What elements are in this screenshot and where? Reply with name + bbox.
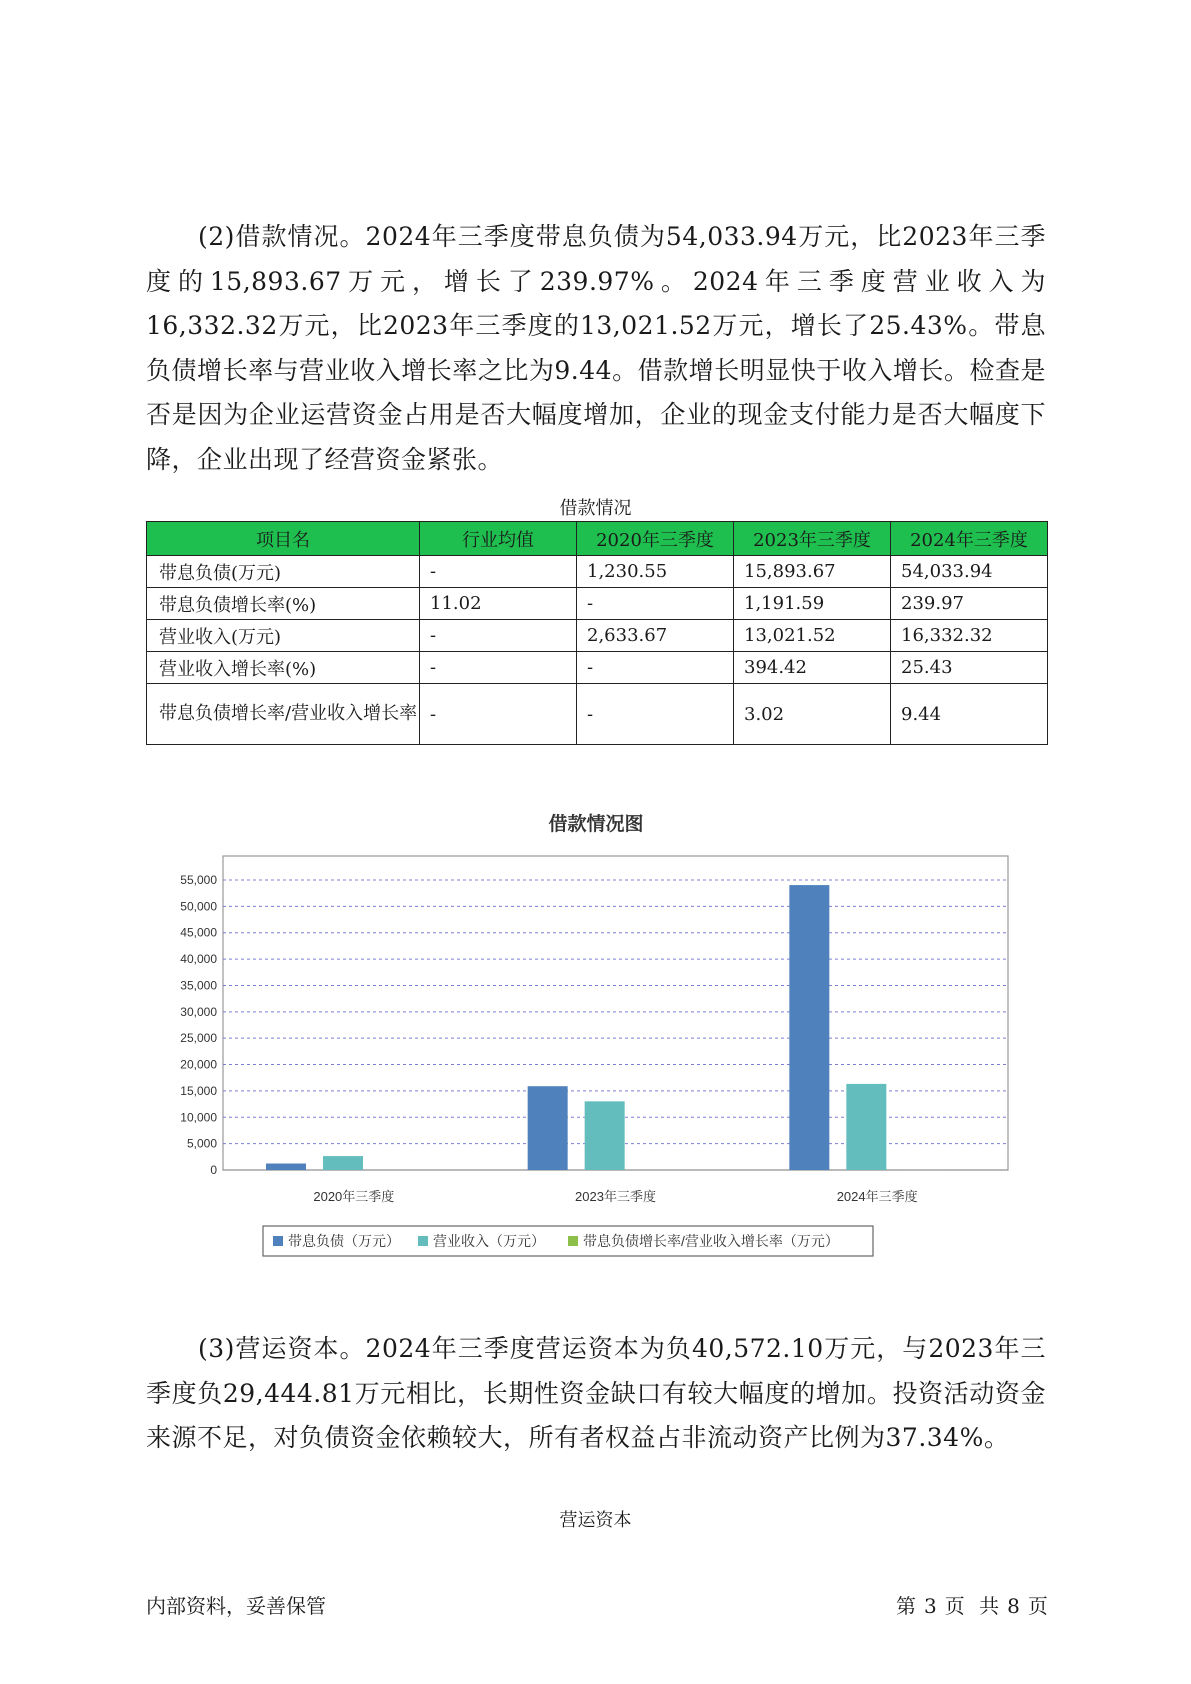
table-row: [147, 620, 1048, 652]
legend-label: 带息负债增长率/营业收入增长率（万元）: [583, 1233, 839, 1249]
x-axis-ticks: [313, 1189, 917, 1204]
table-cell: -: [420, 620, 577, 652]
table-cell: 13,021.52: [734, 620, 891, 652]
table-header-cell: 行业均值: [420, 522, 577, 556]
table-cell: 带息负债增长率(%): [147, 588, 420, 620]
y-axis-ticks: [180, 873, 217, 1177]
x-tick-label: 2023年三季度: [575, 1189, 656, 1204]
y-tick-label: 5,000: [186, 1136, 217, 1151]
table-row: [147, 588, 1048, 620]
table-cell: 9.44: [891, 684, 1048, 745]
legend-swatch: [273, 1236, 283, 1246]
y-tick-label: 50,000: [180, 899, 217, 914]
table-row: [147, 556, 1048, 588]
working-capital-caption: 营运资本: [559, 1510, 632, 1531]
table-cell: 2,633.67: [577, 620, 734, 652]
legend-label: 营业收入（万元）: [433, 1233, 545, 1249]
chart-title: 借款情况图: [548, 814, 644, 835]
legend-swatch: [568, 1236, 578, 1246]
y-tick-label: 0: [210, 1163, 217, 1177]
bar: [266, 1164, 306, 1170]
bar: [789, 885, 829, 1170]
y-tick-label: 40,000: [180, 952, 217, 967]
page-mid: 页: [944, 1594, 965, 1618]
y-tick-label: 30,000: [180, 1004, 217, 1019]
x-tick-label: 2020年三季度: [313, 1189, 395, 1204]
loan-bar-chart: [146, 800, 1046, 1270]
table-cell: 54,033.94: [891, 556, 1048, 588]
section2-paragraph: (2)借款情况。2024年三季度带息负债为54,033.94万元，比2023年三季度的15,893.67万元，增长了239.97%。2024年三季度营业收入为16,332.32万元，比2023年三季度的13,021.52万元，增长了25.43%。带息负债增长率与营业收入增长率之比为9.44。借款增长明显快于收入增长。检查是否是因为企业运营资金占用是否大幅度增加，企业的现金支付能力是否大幅度下降，企业出现了经营资金紧张。: [146, 222, 1046, 474]
table-cell: 营业收入(万元): [147, 620, 420, 652]
table-row: [147, 684, 1048, 745]
table-cell: -: [420, 652, 577, 684]
page-total: 8: [1007, 1594, 1020, 1618]
table-header-cell: 2023年三季度: [734, 522, 891, 556]
legend-label: 带息负债（万元）: [288, 1233, 400, 1249]
table-cell: -: [577, 652, 734, 684]
y-tick-label: 45,000: [180, 925, 217, 940]
table-cell: 带息负债增长率/营业收入增长率: [147, 684, 420, 745]
bar: [323, 1156, 363, 1170]
y-tick-label: 10,000: [180, 1110, 217, 1125]
y-tick-label: 15,000: [180, 1083, 217, 1098]
y-tick-label: 25,000: [180, 1031, 217, 1046]
total-prefix: 共: [979, 1594, 1000, 1618]
y-tick-label: 20,000: [180, 1057, 217, 1072]
table-cell: 11.02: [420, 588, 577, 620]
page-number: [892, 1590, 1052, 1619]
page-prefix: 第: [896, 1594, 916, 1618]
table-cell: -: [420, 556, 577, 588]
table-header-cell: 项目名: [147, 522, 420, 556]
table-cell: 1,191.59: [734, 588, 891, 620]
total-suffix: 页: [1027, 1594, 1048, 1618]
table-cell: 16,332.32: [891, 620, 1048, 652]
table-cell: 25.43: [891, 652, 1048, 684]
table-header-row: [147, 522, 1048, 556]
table-cell: -: [420, 684, 577, 745]
table-cell: 带息负债(万元): [147, 556, 420, 588]
y-tick-label: 55,000: [180, 873, 217, 887]
table-header-cell: 2020年三季度: [577, 522, 734, 556]
table-cell: -: [577, 684, 734, 745]
x-tick-label: 2024年三季度: [836, 1189, 918, 1204]
bar: [528, 1086, 568, 1170]
table-header-cell: 2024年三季度: [891, 522, 1048, 556]
legend-swatch: [418, 1236, 428, 1246]
table-cell: 394.42: [734, 652, 891, 684]
page-current: 3: [924, 1594, 937, 1618]
table-row: [147, 652, 1048, 684]
table-cell: -: [577, 588, 734, 620]
bar: [846, 1084, 886, 1170]
table-cell: 239.97: [891, 588, 1048, 620]
footer-note: 内部资料，妥善保管: [146, 1594, 326, 1618]
table-cell: 3.02: [734, 684, 891, 745]
chart-legend: [263, 1226, 873, 1256]
table-cell: 营业收入增长率(%): [147, 652, 420, 684]
y-tick-label: 35,000: [180, 978, 217, 993]
bar: [585, 1101, 625, 1170]
section3-paragraph: (3)营运资本。2024年三季度营运资本为负40,572.10万元，与2023年三季度负29,444.81万元相比，长期性资金缺口有较大幅度的增加。投资活动资金来源不足，对负债资金依赖较大，所有者权益占非流动资产比例为37.34%。: [146, 1334, 1046, 1452]
table-caption: 借款情况: [559, 498, 632, 519]
loan-table: [146, 521, 1048, 745]
table-cell: 15,893.67: [734, 556, 891, 588]
table-cell: 1,230.55: [577, 556, 734, 588]
